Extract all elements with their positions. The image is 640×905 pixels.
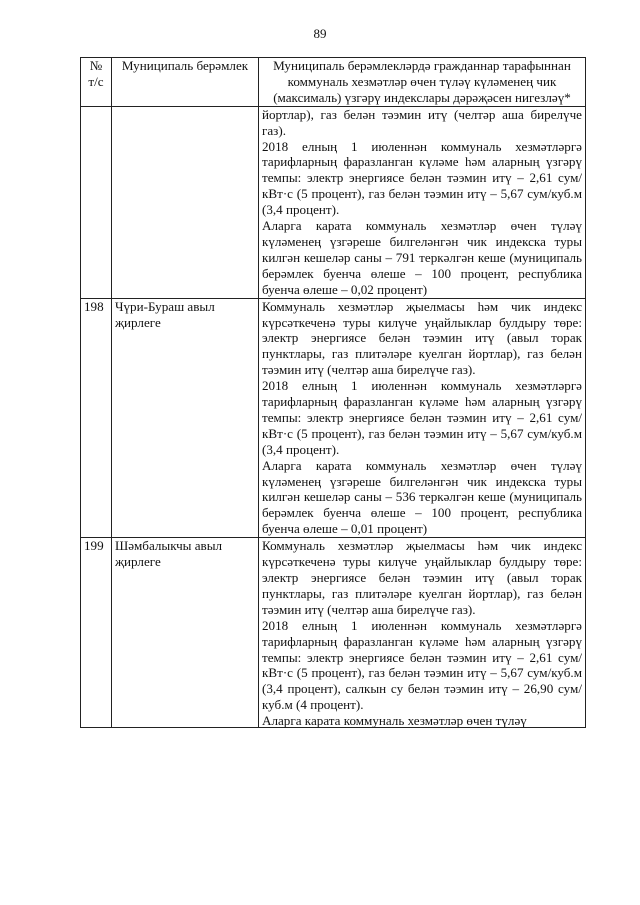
column-header-number: № т/с bbox=[81, 58, 112, 107]
column-header-municipality: Муниципаль берәмлек bbox=[112, 58, 259, 107]
page-number: 89 bbox=[313, 26, 327, 41]
municipality-name: Шәмбалыкчы авыл җирлеге bbox=[112, 538, 259, 728]
paragraph: Аларга карата коммуналь хезмәтләр өчен түләү bbox=[262, 713, 527, 728]
justification-cell bbox=[259, 538, 586, 728]
row-number: 199 bbox=[81, 538, 112, 728]
justification-cell bbox=[259, 298, 586, 538]
municipal-index-table bbox=[80, 57, 586, 728]
municipality-name bbox=[112, 106, 259, 298]
table-row bbox=[81, 298, 586, 538]
row-number bbox=[81, 106, 112, 298]
row-number: 198 bbox=[81, 298, 112, 538]
table-row bbox=[81, 106, 586, 298]
paragraph: Аларга карата коммуналь хезмәтләр өчен түләү күләменең үзгәреше билгеләнгән чик индекска туры килгән кешеләр саны – 791 теркәлгән кеше (муниципаль берәмлек буенча өлеше – 100 процент, республика буенча өлеше – 0,02 процент) bbox=[262, 218, 582, 297]
paragraph: 2018 елның 1 июленнән коммуналь хезмәтләргә тарифларның фаразланган күләме һәм аларның үзгәрү темпы: электр энергиясе белән тәэмин итү – 2,61 сум/кВт·с (5 процент), газ белән тәэмин итү – 5,67 сум/куб.м (3,4 процент). bbox=[262, 138, 582, 218]
paragraph: Коммуналь хезмәтләр җыелмасы һәм чик индекс күрсәткеченә туры килүче уңайлыклар булдыру төре: электр энергиясе белән тәэмин итү (авыл торак пунктлары, газ плитәләре куелган йортлар), газ белән тәэмин итү (челтәр аша бирелүче газ). bbox=[262, 538, 582, 617]
paragraph: Коммуналь хезмәтләр җыелмасы һәм чик индекс күрсәткеченә туры килүче уңайлыклар булдыру төре: электр энергиясе белән тәэмин итү (авыл торак пунктлары, газ плитәләре куелган йортлар), газ белән тәэмин итү (челтәр аша бирелүче газ). bbox=[262, 298, 582, 378]
column-header-justification: Муниципаль берәмлекләрдә гражданнар тарафыннан коммуналь хезмәтләр өчен түләү күләменең чик (максималь) үзгәрү индекслары дәрәҗәсен нигезләү* bbox=[259, 58, 586, 107]
paragraph: Аларга карата коммуналь хезмәтләр өчен түләү күләменең үзгәреше билгеләнгән чик индекска туры килгән кешеләр саны – 536 теркәлгән кеше (муниципаль берәмлек буенча өлеше – 100 процент, республика буенча өлеше – 0,01 процент) bbox=[262, 457, 582, 537]
paragraph: 2018 елның 1 июленнән коммуналь хезмәтләргә тарифларның фаразланган күләме һәм аларның үзгәрү темпы: электр энергиясе белән тәэмин итү – 2,61 сум/кВт·с (5 процент), газ белән тәэмин итү – 5,67 сум/куб.м (3,4 процент). bbox=[262, 378, 582, 457]
justification-cell bbox=[259, 106, 586, 298]
municipality-name: Чүри-Бураш авыл җирлеге bbox=[112, 298, 259, 538]
table-row bbox=[81, 538, 586, 728]
paragraph: 2018 елның 1 июленнән коммуналь хезмәтләргә тарифларның фаразланган күләме һәм аларның үзгәрү темпы: электр энергиясе белән тәэмин итү – 2,61 сум/кВт·с (5 процент), газ белән тәэмин итү – 5,67 сум/куб.м (3,4 процент), салкын су белән тәэмин итү – 26,90 сум/куб.м (4 процент). bbox=[262, 617, 582, 713]
paragraph: йортлар), газ белән тәэмин итү (челтәр аша бирелүче газ). bbox=[262, 106, 582, 138]
table-header-row bbox=[81, 58, 586, 107]
